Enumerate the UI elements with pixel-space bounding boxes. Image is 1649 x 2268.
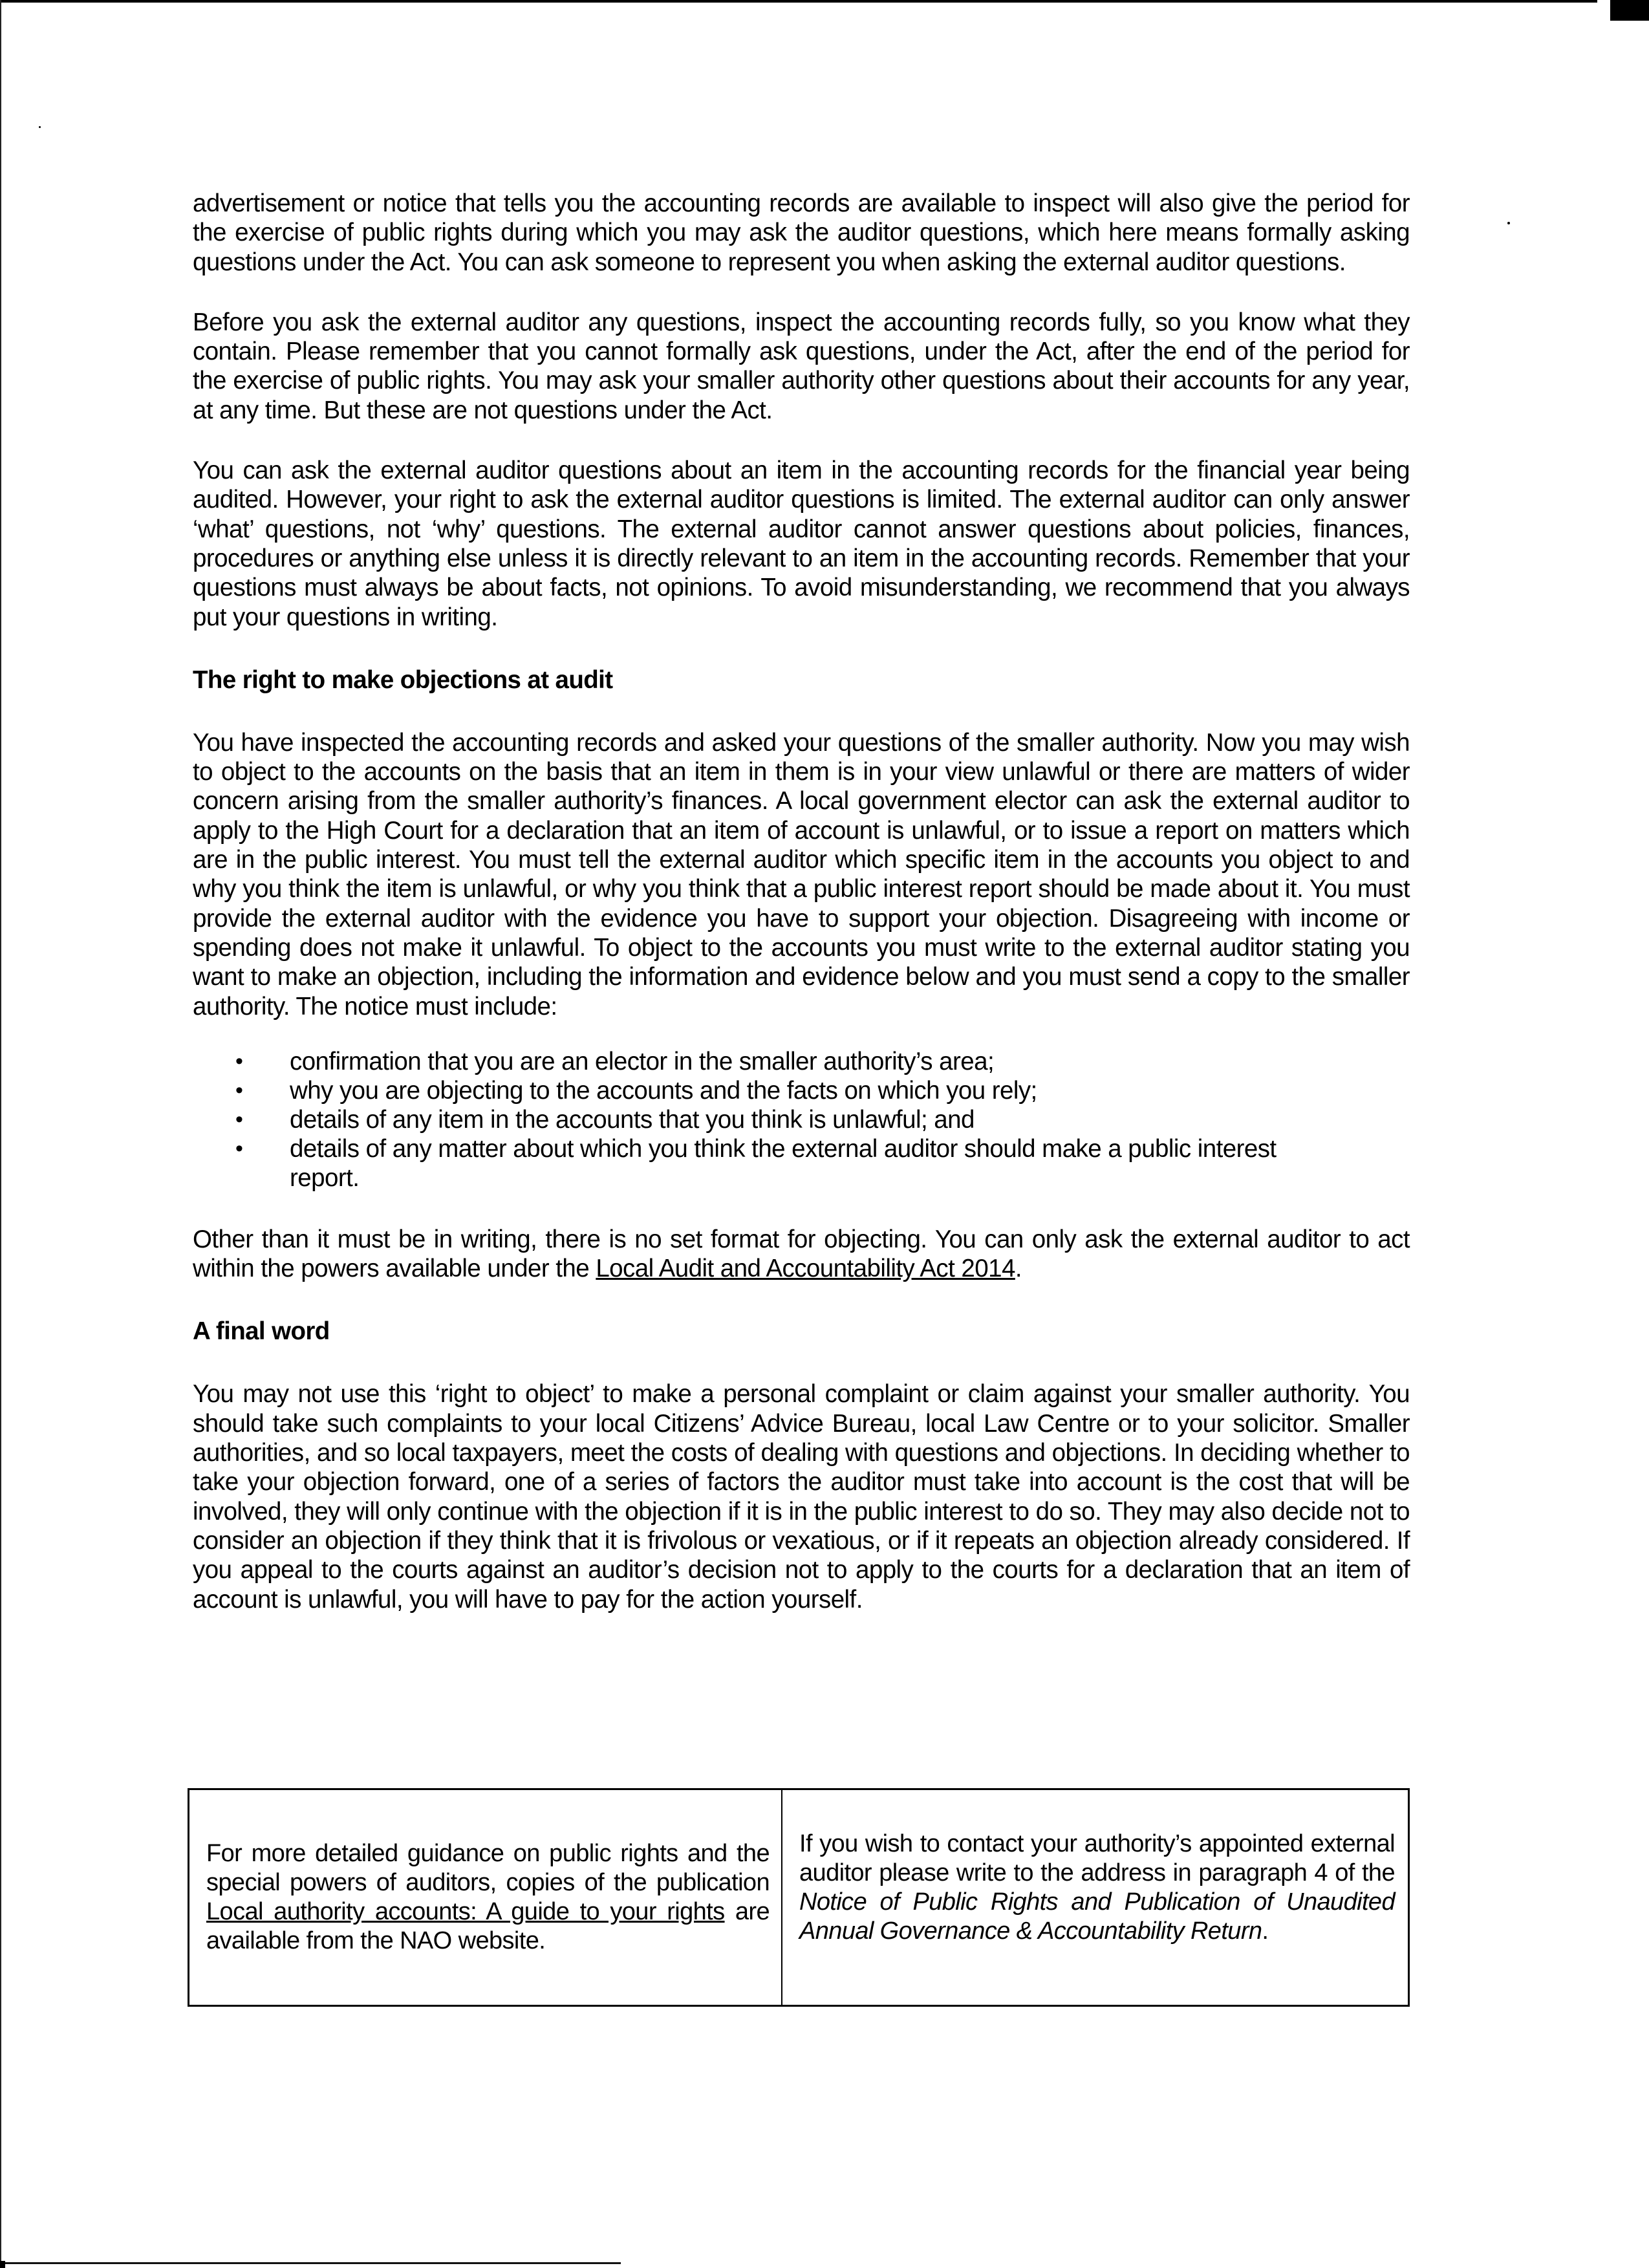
scan-speck bbox=[1507, 222, 1510, 224]
list-item: • why you are objecting to the accounts and the facts on which you rely; bbox=[235, 1076, 1037, 1105]
paragraph-objections-intro: You have inspected the accounting records and asked your questions of the smaller authority. Now you may wish to object to the accounts on the basis that an item in them is in your view unlawful or there are matters of wider concern arising from the smaller authority’s finances. A local government elector can ask the external auditor to apply to the High Court for a declaration that an item of account is unlawful, or to issue a report on matters which are in the public interest. You must tell the external auditor which specific item in the accounts you object to and why you think the item is unlawful, or why you think that a public interest report should be made about it. You must provide the external auditor with the evidence you have to support your objection. Disagreeing with income or spending does not make it unlawful. To object to the accounts you must write to the external auditor stating you want to make an objection, including the information and evidence below and you must send a copy to the smaller authority. The notice must include: bbox=[193, 728, 1410, 1021]
bullet-icon: • bbox=[235, 1077, 243, 1103]
paragraph-inspection-notice: advertisement or notice that tells you the accounting records are available to inspect will also give the period for the exercise of public rights during which you may ask the auditor questions, which here means formally asking questions under the Act. You can ask someone to represent you when asking the external auditor questions. bbox=[193, 189, 1410, 276]
scan-corner-mark bbox=[1610, 0, 1649, 21]
paragraph-questions-scope: You can ask the external auditor questions about an item in the accounting records for the financial year being audited. However, your right to ask the external auditor questions is limited. The external auditor can only answer ‘what’ questions, not ‘why’ questions. The external auditor cannot answer questions about policies, finances, procedures or anything else unless it is directly relevant to an item in the accounting records. Remember that your questions must always be about facts, not opinions. To avoid misunderstanding, we recommend that you always put your questions in writing. bbox=[193, 457, 1410, 631]
objection-requirements-list bbox=[193, 1047, 1410, 1193]
guidance-info-box bbox=[188, 1788, 1410, 2007]
list-item: • details of any matter about which you think the external auditor should make a public interest report. bbox=[235, 1134, 1277, 1192]
scan-edge-top bbox=[0, 0, 1597, 3]
notice-title: Notice of Public Rights and Publication of Unaudited Annual Governance & Accountability Return bbox=[799, 1888, 1395, 1945]
auditor-contact-cell: If you wish to contact your authority’s appointed external auditor please write to the address in paragraph 4 of the Notice of Public Rights and Publication of Unaudited Annual Governance & Accountability Return. bbox=[799, 1830, 1395, 1945]
list-item: • details of any item in the accounts that you think is unlawful; and bbox=[235, 1105, 975, 1134]
list-item: • confirmation that you are an elector in the smaller authority’s area; bbox=[235, 1047, 995, 1075]
bullet-icon: • bbox=[235, 1048, 243, 1074]
guidance-cell: For more detailed guidance on public rights and the special powers of auditors, copies of the publication Local authority accounts: A guide to your rights are available from the NAO website. bbox=[189, 1790, 782, 2005]
document-body bbox=[193, 189, 1410, 1645]
act-2014-link[interactable]: Local Audit and Accountability Act 2014 bbox=[596, 1255, 1015, 1283]
heading-final-word: A final word bbox=[193, 1317, 330, 1346]
paragraph-final-word: You may not use this ‘right to object’ to make a personal complaint or claim against your smaller authority. You should take such complaints to your local Citizens’ Advice Bureau, local Law Centre or to your solicitor. Smaller authorities, and so local taxpayers, meet the costs of dealing with questions and objections. In deciding whether to take your objection forward, one of a series of factors the auditor must take into account is the cost that will be involved, they will only continue with the objection if it is in the public interest to do so. They may also decide not to consider an objection if they think that it is frivolous or vexatious, or if it repeats an objection already considered. If you appeal to the courts against an auditor’s decision not to apply to the courts for a declaration that an item of account is unlawful, you will have to pay for the action yourself. bbox=[193, 1380, 1410, 1614]
bullet-icon: • bbox=[235, 1136, 243, 1161]
heading-objections: The right to make objections at audit bbox=[193, 665, 613, 694]
scan-edge-bottom bbox=[0, 2262, 621, 2264]
paragraph-objection-format: Other than it must be in writing, there is no set format for objecting. You can only ask the external auditor to act within the powers available under the Local Audit and Accountability Act 2014. bbox=[193, 1225, 1410, 1283]
nao-guide-link[interactable]: Local authority accounts: A guide to your rights bbox=[206, 1898, 725, 1925]
scan-corner-mark-bottom bbox=[0, 2261, 5, 2268]
bullet-icon: • bbox=[235, 1107, 243, 1132]
scan-speck bbox=[39, 126, 41, 128]
paragraph-before-asking: Before you ask the external auditor any questions, inspect the accounting records fully, so you know what they contain. Please remember that you cannot formally ask questions, under the Act, after the end of the period for the exercise of public rights. You may ask your smaller authority other questions about their accounts for any year, at any time. But these are not questions under the Act. bbox=[193, 308, 1410, 424]
scan-edge-left bbox=[0, 0, 1, 2268]
